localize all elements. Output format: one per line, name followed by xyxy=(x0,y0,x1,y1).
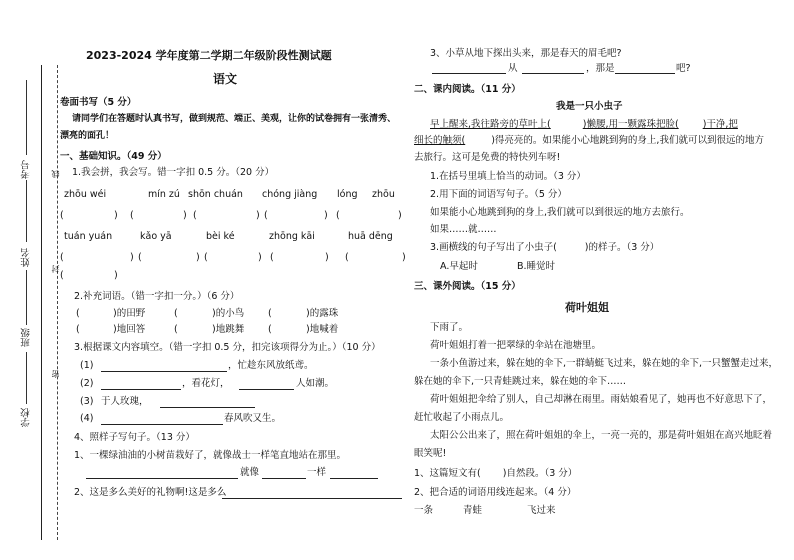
pinyin: mín zú xyxy=(148,189,180,200)
answer-bracket: ) xyxy=(398,210,402,221)
answer-bracket: ( xyxy=(60,252,64,263)
q4-2-text: 2、这是多么美好的礼物啊!这是多么 xyxy=(74,487,227,498)
story-1-line-3: 去旅行。这可是免费的特快列车呀! xyxy=(414,152,561,163)
q3-2-mid: ，看花灯， xyxy=(182,378,230,389)
match-item[interactable]: 青蛙 xyxy=(463,505,483,516)
q4-1-word-b: 一样 xyxy=(307,467,327,478)
answer-bracket: ) xyxy=(402,252,406,263)
xuexiao-field xyxy=(26,352,27,404)
r-q2-example: 如果能小心地跳到狗的身上,我们就可以到很远的地方去旅行。 xyxy=(430,207,690,218)
story-2-line-5: 荷叶姐姐把伞给了别人，自己却淋在雨里。雨姑娘看见了，她再也不好意思下了， xyxy=(430,394,773,405)
q3-3-text: 于人玫瑰， xyxy=(101,396,149,407)
q2-word: )地喊着 xyxy=(306,324,339,335)
binding-rule xyxy=(41,65,42,540)
fill-blank[interactable] xyxy=(160,407,255,408)
story-2-line-4: 躲在她的伞下,一只青蛙跳过来，躲在她的伞下…… xyxy=(414,376,627,387)
pinyin: chóng jiàng xyxy=(262,189,318,200)
answer-bracket: ( xyxy=(193,210,197,221)
pinyin: zhōu xyxy=(372,189,395,200)
fill-blank[interactable] xyxy=(522,73,584,74)
xingming-field xyxy=(26,180,27,242)
q2-word: )地跳舞 xyxy=(212,324,245,335)
seal-feng: 封 xyxy=(51,265,60,273)
juanmian-heading: 卷面书写（5 分） xyxy=(60,97,137,108)
subject-title: 语文 xyxy=(213,72,238,86)
fill-blank[interactable] xyxy=(86,478,238,479)
r-q3-word-a: 从 xyxy=(508,63,518,74)
answer-bracket: ) xyxy=(324,210,328,221)
match-item[interactable]: 飞过来 xyxy=(527,505,556,516)
q1-instruction: 1.我会拼，我会写。错一字扣 0.5 分。（20 分） xyxy=(72,167,275,178)
r-q2-pattern: 如果……就…… xyxy=(430,224,497,235)
r-q3-word-c: 吧? xyxy=(676,63,691,74)
q2-word: )的田野 xyxy=(113,308,146,319)
pinyin: kǎo yā xyxy=(140,231,172,242)
answer-bracket: ) xyxy=(325,252,329,263)
q2-bracket: ( xyxy=(174,324,178,335)
answer-bracket: ( xyxy=(60,270,64,281)
answer-bracket: ( xyxy=(60,210,64,221)
r-q3: 3.画横线的句子写出了小虫子( )的样子。（3 分） xyxy=(430,242,660,253)
exam-title: 2023-2024 学年度第二学期二年级阶段性测试题 xyxy=(86,49,332,62)
juanmian-text-1: 请同学们在答题时认真书写，做到规范、端正、美观，让你的试卷拥有一张清秀、 xyxy=(72,114,397,124)
q4-1-example: 1、一棵绿油油的小树苗栽好了，就像战士一样笔直地站在那里。 xyxy=(74,450,347,461)
pinyin: shōn chuán xyxy=(188,189,243,200)
pinyin: bèi ké xyxy=(206,231,235,242)
fill-blank[interactable] xyxy=(330,478,378,479)
story-1-title: 我是一只小虫子 xyxy=(556,101,623,112)
answer-bracket: ) xyxy=(114,270,118,281)
xingming-label: 姓名 xyxy=(21,248,32,267)
answer-bracket: ( xyxy=(270,252,274,263)
section-2-heading: 二、课内阅读。（11 分） xyxy=(414,84,521,95)
answer-bracket: ( xyxy=(336,210,340,221)
q3-instruction: 3.根据课文内容填空。（错一字扣 0.5 分，扣完该项得分为止。）（10 分） xyxy=(74,342,381,353)
section-1-heading: 一、基础知识。（49 分） xyxy=(60,151,167,162)
pinyin: tuán yuán xyxy=(64,231,113,242)
r-q2: 2.用下面的词语写句子。（5 分） xyxy=(430,189,567,200)
fill-blank[interactable] xyxy=(101,424,223,425)
story-2-line-2: 荷叶姐姐打着一把翠绿的伞站在池塘里。 xyxy=(430,340,602,351)
banji-field xyxy=(26,270,27,325)
pinyin: lóng xyxy=(337,189,358,200)
q2-bracket: ( xyxy=(268,308,272,319)
answer-bracket: ) xyxy=(256,210,260,221)
fill-blank[interactable] xyxy=(101,371,227,372)
q3-4-text: 春风吹又生。 xyxy=(224,413,282,424)
fill-blank[interactable] xyxy=(432,73,506,74)
q3-3-number: (3) xyxy=(80,396,94,407)
answer-bracket: ( xyxy=(345,252,349,263)
q3-2-number: (2) xyxy=(80,378,94,389)
cut-line xyxy=(57,65,58,540)
q2-instruction: 2.补充词语。（错一字扣一分。）（6 分） xyxy=(74,291,240,302)
story-2-title: 荷叶姐姐 xyxy=(565,301,609,314)
fill-blank[interactable] xyxy=(615,73,675,74)
xuexiao-label: 学校 xyxy=(21,408,32,427)
r-q3-option-a[interactable]: A.早起时 xyxy=(440,261,478,272)
q4-1-word-a: 就像 xyxy=(240,467,260,478)
q2-bracket: ( xyxy=(76,308,80,319)
answer-bracket: ( xyxy=(130,210,134,221)
q3-1-text: ，忙趁东风放纸鸢。 xyxy=(228,360,314,371)
fill-blank[interactable] xyxy=(239,389,294,390)
pinyin: zhōng kāi xyxy=(269,231,315,242)
story-2-line-3: 一条小鱼游过来，躲在她的伞下,一群蜻蜓飞过来，躲在她的伞下,一只蟹蟹走过来， xyxy=(430,358,779,369)
q3-4-number: (4) xyxy=(80,413,94,424)
r-e1: 1、这篇短文有( )自然段。（3 分） xyxy=(414,468,578,479)
fill-blank[interactable] xyxy=(262,478,306,479)
q2-word: )地回答 xyxy=(113,324,146,335)
answer-bracket: ) xyxy=(258,252,262,263)
r-q3-option-b[interactable]: B.睡觉时 xyxy=(517,261,556,272)
r-q1: 1.在括号里填上恰当的动词。（3 分） xyxy=(430,171,586,182)
story-1-line-1: 早上醒来,我往路旁的草叶上( )懒腰,用一颗露珠把脸( )干净,把 xyxy=(430,119,738,130)
seal-xian: 线 xyxy=(51,170,60,178)
q4-instruction: 4、照样子写句子。（13 分） xyxy=(74,432,195,443)
r-e2: 2、把合适的词语用线连起来。（4 分） xyxy=(414,487,577,498)
pinyin: zhōu wéi xyxy=(64,189,107,200)
pinyin: huā dēng xyxy=(348,231,393,242)
story-2-line-7: 太阳公公出来了，照在荷叶姐姐的伞上，一亮一亮的，那是荷叶姐姐在高兴地眨着 xyxy=(430,430,773,441)
r-q3-top: 3、小草从地下探出头来，那是春天的眉毛吧? xyxy=(430,48,622,59)
kaohao-label: 考号 xyxy=(21,160,32,179)
fill-blank[interactable] xyxy=(101,389,181,390)
match-item[interactable]: 一条 xyxy=(414,505,434,516)
q2-bracket: ( xyxy=(76,324,80,335)
answer-bracket: ) xyxy=(196,252,200,263)
answer-bracket: ) xyxy=(114,210,118,221)
answer-bracket: ( xyxy=(138,252,142,263)
q2-word: )的小鸟 xyxy=(212,308,245,319)
answer-bracket: ) xyxy=(130,252,134,263)
answer-bracket: ) xyxy=(183,210,187,221)
banji-label: 班级 xyxy=(21,328,32,347)
story-2-line-6: 赶忙收起了小雨点儿。 xyxy=(414,412,510,423)
fill-blank[interactable] xyxy=(222,498,402,499)
section-3-heading: 三、课外阅读。（15 分） xyxy=(414,281,521,292)
q3-2-end: 人如潮。 xyxy=(296,378,335,389)
answer-bracket: ( xyxy=(264,210,268,221)
q2-word: )的露珠 xyxy=(306,308,339,319)
story-2-line-1: 下雨了。 xyxy=(430,322,469,333)
r-q3-word-b: ，那是 xyxy=(586,63,615,74)
q2-bracket: ( xyxy=(174,308,178,319)
kaohao-field xyxy=(26,80,27,155)
q2-bracket: ( xyxy=(268,324,272,335)
story-1-line-2: 细长的触须( )得亮亮的。如果能小心地跳到狗的身上,我们就可以到很远的地方 xyxy=(414,135,764,146)
story-2-line-8: 眼笑呢! xyxy=(414,448,447,459)
answer-bracket: ( xyxy=(204,252,208,263)
juanmian-text-2: 漂亮的面孔！ xyxy=(60,131,115,141)
seal-mi: 密 xyxy=(51,370,60,378)
q3-1-number: (1) xyxy=(80,360,94,371)
